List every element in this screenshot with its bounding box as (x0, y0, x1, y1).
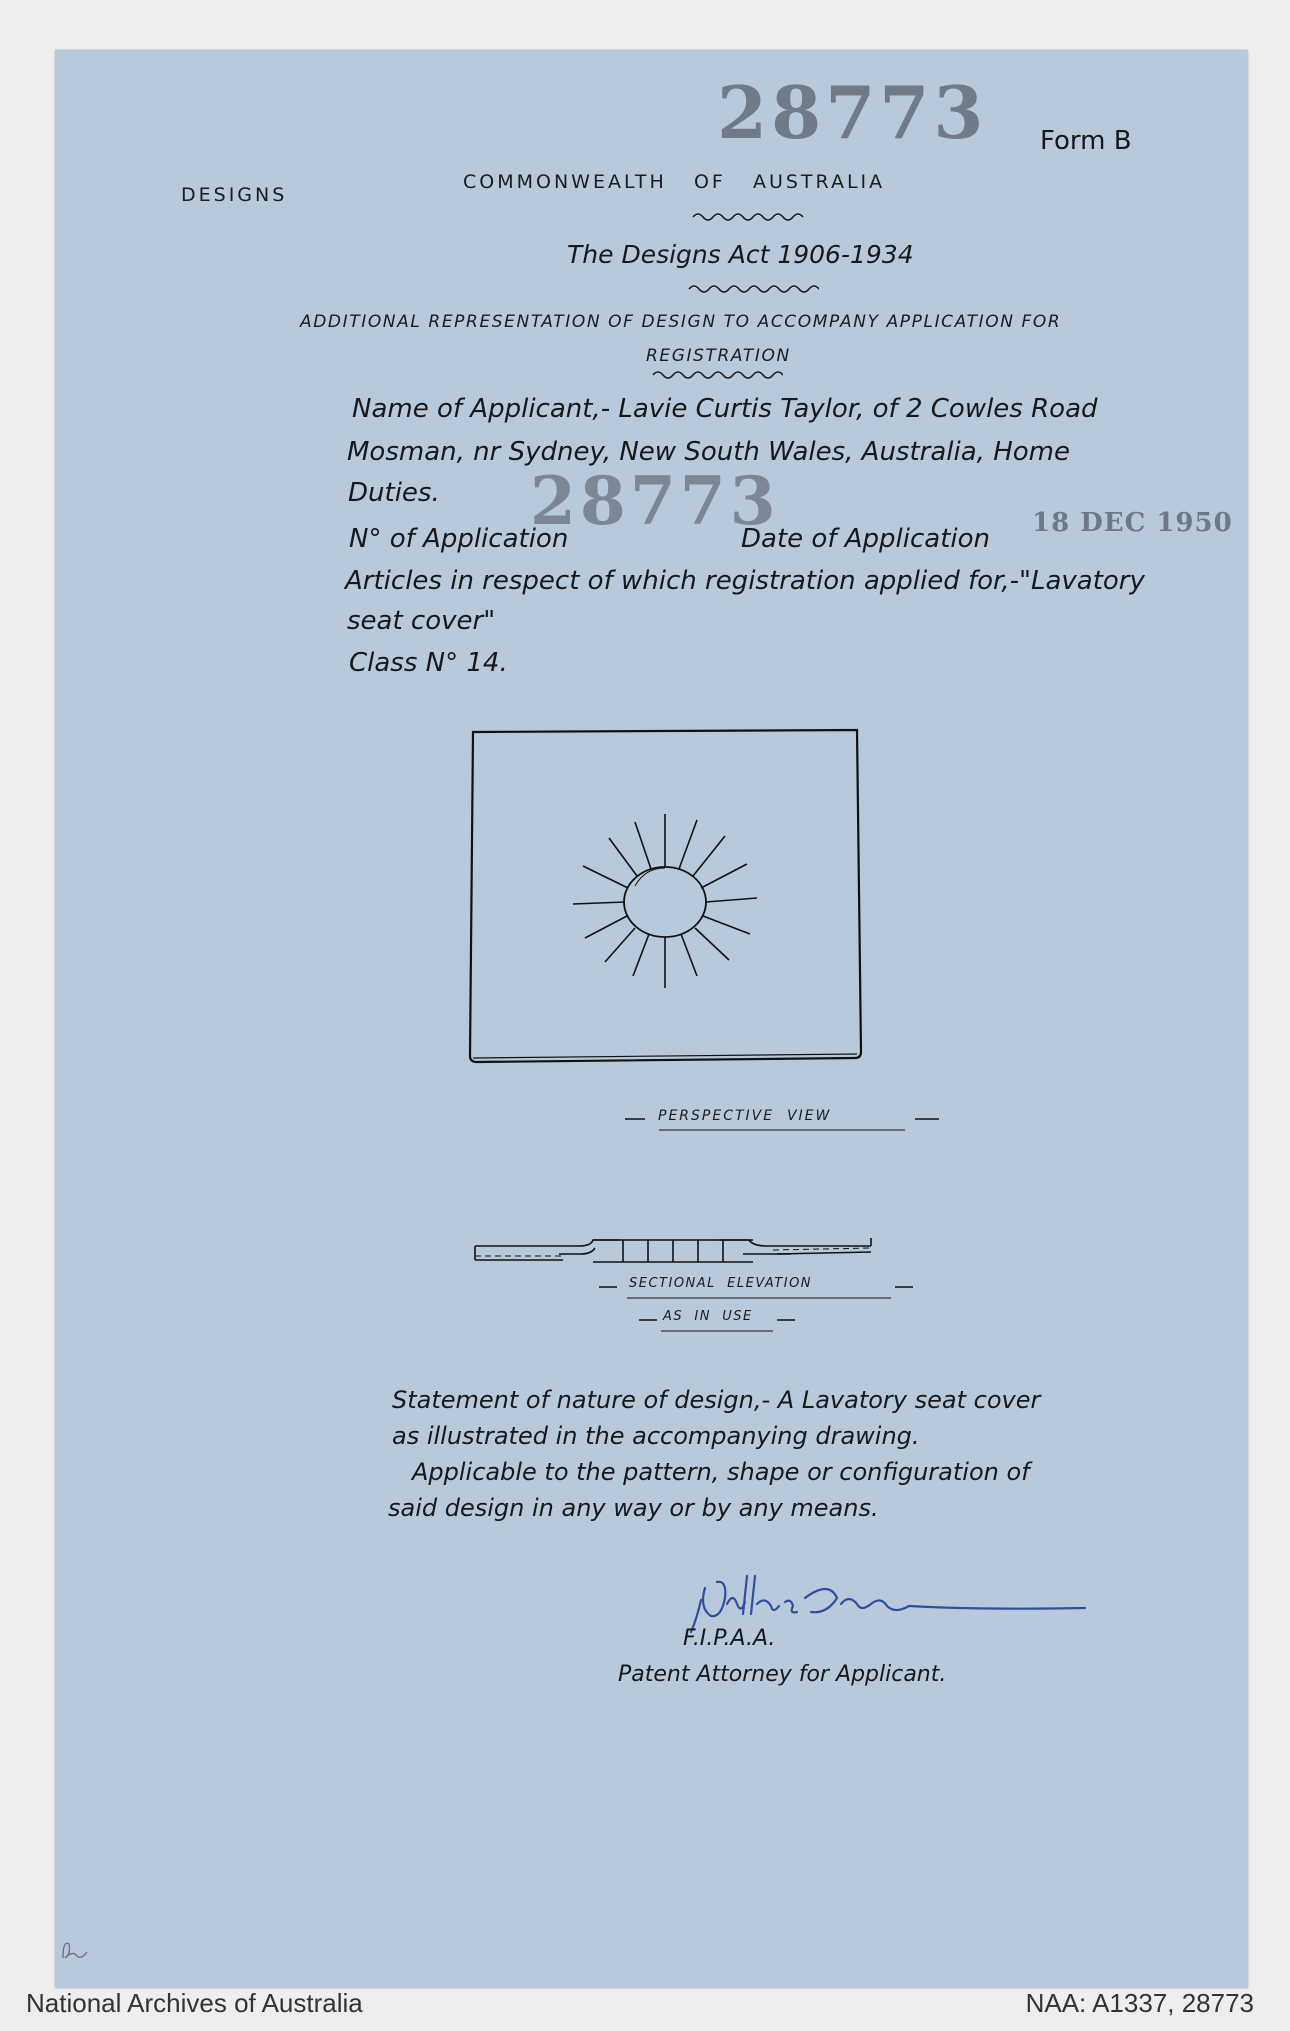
statement-line3: Applicable to the pattern, shape or configuration of (412, 1458, 1030, 1486)
pencil-mark (57, 1936, 97, 1966)
attorney-title: F.I.P.A.A. (683, 1626, 776, 1651)
archive-footer-right: NAA: A1337, 28773 (1025, 1988, 1254, 2018)
registration-title: REGISTRATION (646, 346, 791, 366)
act-title: The Designs Act 1906-1934 (567, 240, 914, 269)
commonwealth-title: COMMONWEALTH OF AUSTRALIA (463, 171, 886, 193)
document-sheet (55, 50, 1248, 1988)
sectional-elevation-drawing (473, 1232, 873, 1272)
as-in-use-caption-marks (633, 1309, 813, 1333)
document-number-stamp: 28773 (717, 70, 988, 155)
statement-line4: said design in any way or by any means. (388, 1494, 879, 1522)
designs-label: DESIGNS (181, 184, 288, 206)
additional-representation-title: ADDITIONAL REPRESENTATION OF DESIGN TO ACCOMPANY APPLICATION FOR (300, 312, 1062, 332)
application-number-label: N° of Application (349, 524, 569, 554)
perspective-view-caption: PERSPECTIVE VIEW (658, 1108, 832, 1124)
articles-line1: Articles in respect of which registration applied for,-"Lavatory (345, 566, 1145, 596)
title-underline (691, 210, 811, 224)
act-underline (687, 282, 819, 296)
attorney-role: Patent Attorney for Applicant. (618, 1662, 947, 1687)
class-number: Class N° 14. (349, 648, 508, 678)
form-label: Form B (1040, 126, 1132, 156)
statement-line1: Statement of nature of design,- A Lavatory seat cover (392, 1386, 1041, 1414)
articles-line2: seat cover" (347, 606, 496, 636)
archive-footer-left: National Archives of Australia (26, 1988, 363, 2018)
perspective-view-drawing (465, 726, 865, 1076)
sectional-elevation-caption: SECTIONAL ELEVATION (629, 1276, 813, 1291)
applicant-name-line2: Mosman, nr Sydney, New South Wales, Australia, Home (347, 437, 1070, 467)
applicant-name-line3: Duties. (348, 478, 440, 508)
as-in-use-caption: AS IN USE (663, 1309, 753, 1324)
perspective-caption-marks (615, 1108, 945, 1132)
registration-underline (651, 368, 783, 382)
statement-line2: as illustrated in the accompanying drawing. (392, 1422, 920, 1450)
application-date-label: Date of Application (741, 524, 991, 554)
sectional-caption-marks (591, 1276, 921, 1300)
applicant-name-line1: Name of Applicant,- Lavie Curtis Taylor, of 2 Cowles Road (352, 394, 1098, 424)
application-date-stamp: 18 DEC 1950 (1032, 508, 1233, 538)
application-number-stamp: 28773 (530, 462, 780, 540)
